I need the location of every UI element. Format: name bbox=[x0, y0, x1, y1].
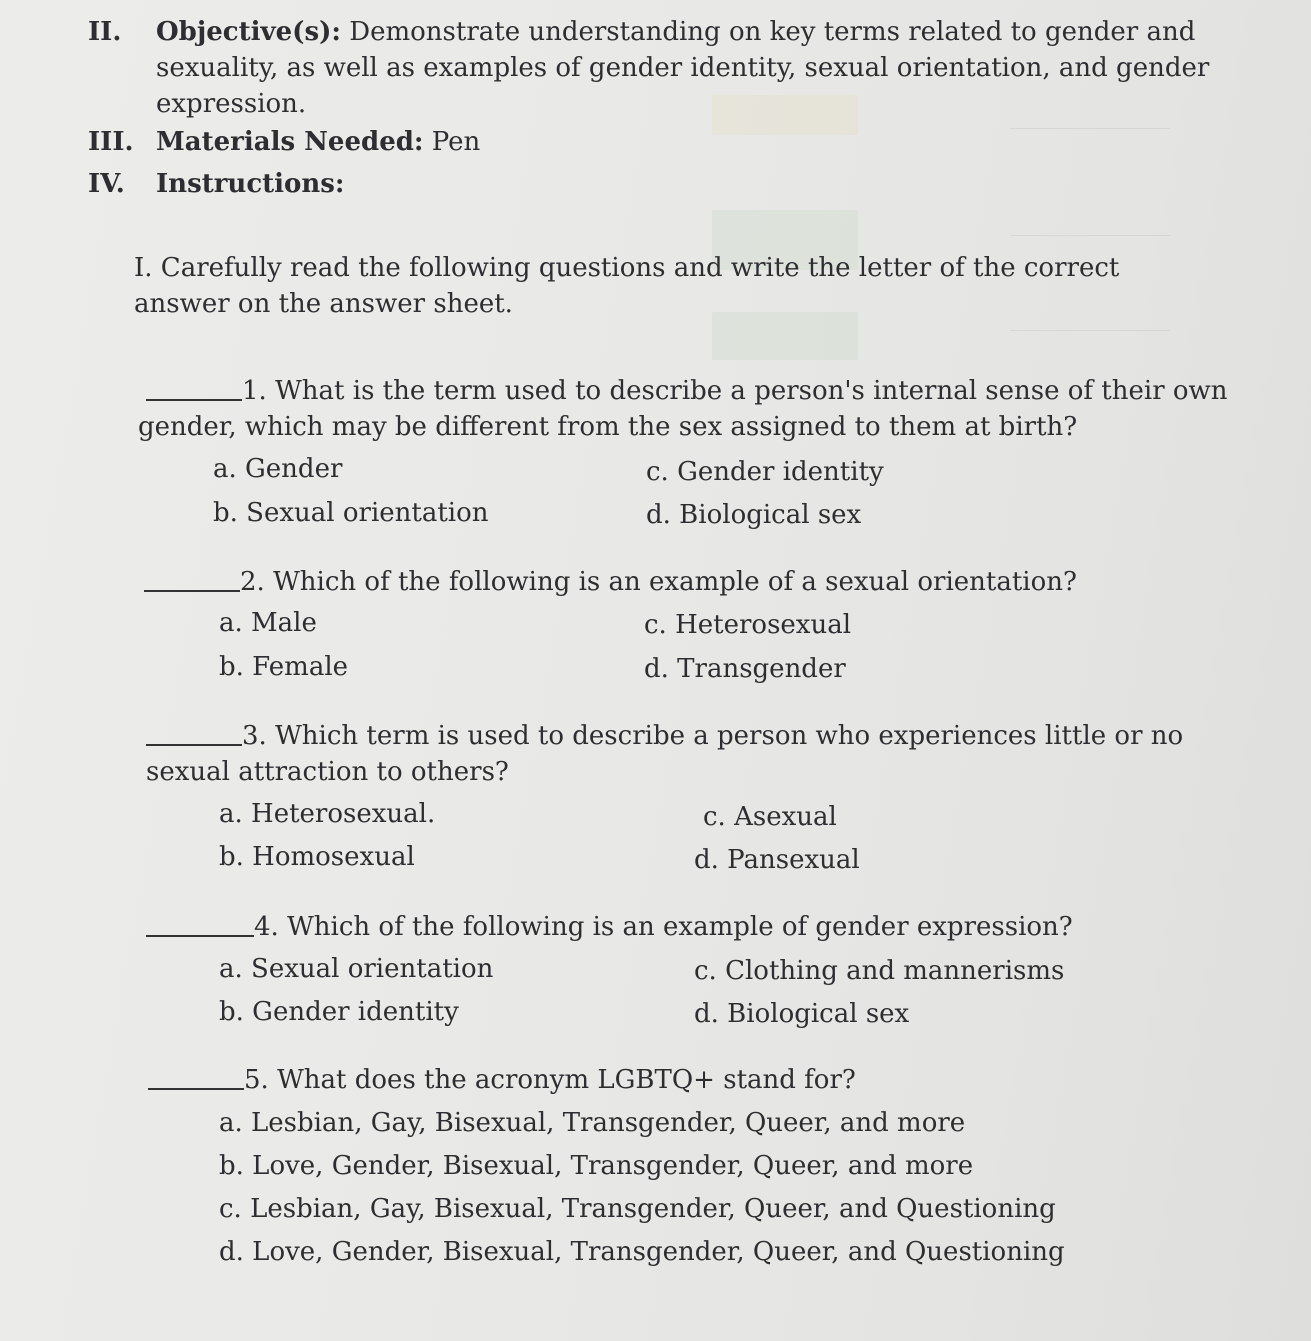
objectives-text bbox=[156, 14, 1266, 122]
option: c. Asexual bbox=[703, 802, 837, 832]
materials-text bbox=[156, 124, 1266, 160]
option: a. Male bbox=[219, 608, 317, 638]
section-label: Objective(s): bbox=[156, 17, 341, 47]
option: d. Love, Gender, Bisexual, Transgender, Queer, and Questioning bbox=[219, 1237, 1065, 1267]
option: c. Clothing and mannerisms bbox=[694, 956, 1065, 986]
question-text: 3. Which term is used to describe a person who experiences little or no sexual attraction to others? bbox=[146, 721, 1184, 787]
option: c. Heterosexual bbox=[644, 610, 852, 640]
question-text: 2. Which of the following is an example of a sexual orientation? bbox=[240, 567, 1077, 597]
section-text: Demonstrate understanding on key terms related to gender and sexuality, as well as examples of gender identity, sexual orientation, and gender expression. bbox=[156, 17, 1210, 119]
option: b. Sexual orientation bbox=[213, 498, 489, 528]
option: a. Sexual orientation bbox=[219, 954, 494, 984]
answer-blank[interactable] bbox=[144, 589, 240, 592]
section-numeral: IV. bbox=[88, 169, 125, 199]
answer-blank[interactable] bbox=[146, 743, 242, 746]
answer-blank[interactable] bbox=[148, 1087, 244, 1090]
section-label: Instructions: bbox=[156, 169, 345, 199]
question-2 bbox=[144, 564, 1234, 600]
question-text: 1. What is the term used to describe a person's internal sense of their own gender, which may be different from the sex assigned to them at birth? bbox=[138, 376, 1228, 442]
question-text: 4. Which of the following is an example of gender expression? bbox=[254, 912, 1073, 942]
option: b. Love, Gender, Bisexual, Transgender, Queer, and more bbox=[219, 1151, 974, 1181]
materials-section bbox=[0, 124, 1311, 164]
question-text: 5. What does the acronym LGBTQ+ stand for? bbox=[244, 1065, 856, 1095]
answer-blank[interactable] bbox=[146, 398, 242, 401]
objectives-section bbox=[0, 14, 1311, 124]
option: d. Transgender bbox=[644, 654, 846, 684]
section-text: Pen bbox=[431, 127, 481, 157]
option: b. Gender identity bbox=[219, 997, 459, 1027]
option: c. Gender identity bbox=[646, 457, 884, 487]
question-1 bbox=[138, 373, 1228, 445]
show-through-line bbox=[1010, 235, 1170, 236]
question-4 bbox=[146, 909, 1236, 945]
section-numeral: III. bbox=[88, 127, 134, 157]
section-label: Materials Needed: bbox=[156, 127, 424, 157]
option: c. Lesbian, Gay, Bisexual, Transgender, Queer, and Questioning bbox=[219, 1194, 1056, 1224]
option: a. Heterosexual. bbox=[219, 799, 436, 829]
option: b. Homosexual bbox=[219, 842, 415, 872]
question-3 bbox=[146, 718, 1236, 790]
part-instruction: I. Carefully read the following questions and write the letter of the correct answer on the answer sheet. bbox=[134, 253, 1120, 319]
option: a. Gender bbox=[213, 454, 343, 484]
option: d. Pansexual bbox=[694, 845, 860, 875]
option: a. Lesbian, Gay, Bisexual, Transgender, Queer, and more bbox=[219, 1108, 966, 1138]
instructions-heading bbox=[156, 166, 1266, 202]
section-numeral: II. bbox=[88, 17, 122, 47]
question-5 bbox=[148, 1062, 1238, 1098]
option: d. Biological sex bbox=[694, 999, 910, 1029]
instructions-section bbox=[0, 166, 1311, 206]
option: b. Female bbox=[219, 652, 349, 682]
option: d. Biological sex bbox=[646, 500, 862, 530]
answer-blank[interactable] bbox=[146, 934, 254, 937]
show-through-line bbox=[1010, 330, 1170, 331]
